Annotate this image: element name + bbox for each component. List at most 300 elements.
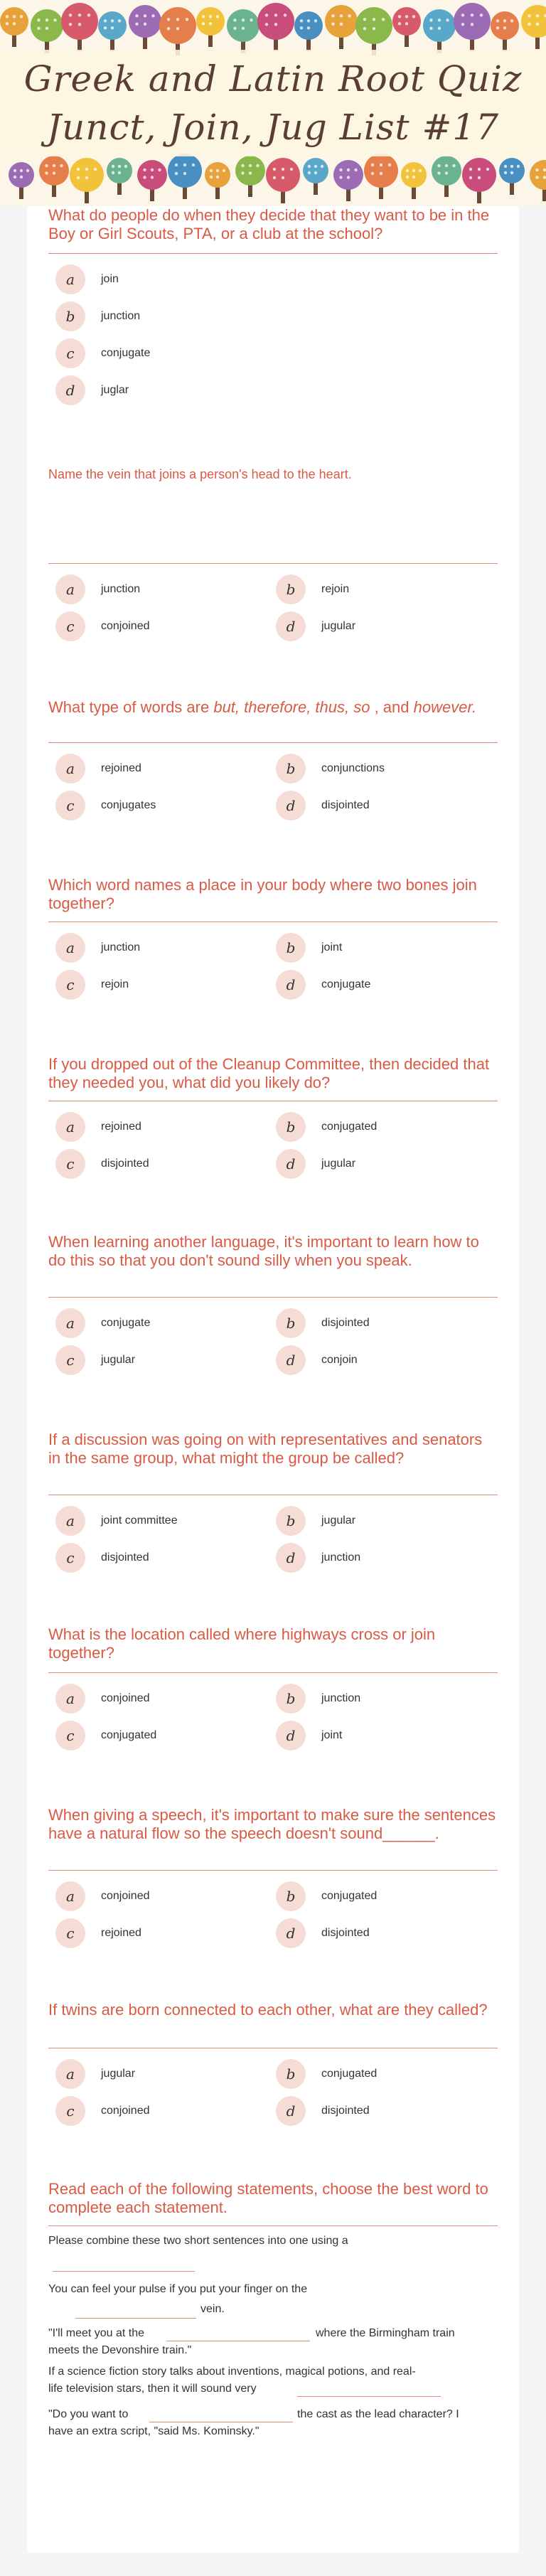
option-letter: d — [276, 1345, 306, 1375]
option-label: joint — [321, 941, 343, 953]
tree-dot — [419, 169, 422, 172]
tree-dot — [412, 15, 415, 18]
tree-dot — [143, 176, 146, 178]
fill-blank-2[interactable] — [75, 2318, 196, 2319]
option-letter: d — [276, 970, 306, 1000]
tree-dot — [183, 164, 186, 166]
tree-dot — [510, 19, 513, 22]
tree-bottom — [107, 158, 132, 183]
tree-dot — [535, 169, 538, 171]
option-letter: d — [276, 611, 306, 641]
tree-top — [257, 3, 294, 40]
option-c[interactable] — [55, 791, 156, 821]
tree-dot — [478, 176, 481, 179]
question-1 — [48, 206, 498, 243]
tree-dot — [45, 171, 48, 174]
question-9 — [48, 1806, 498, 1843]
tree-dot — [151, 169, 154, 171]
tree-dot — [250, 18, 252, 21]
tree-dot — [504, 165, 507, 168]
option-letter: b — [55, 301, 85, 331]
option-letter: d — [276, 2096, 306, 2126]
option-label: conjugated — [101, 1729, 157, 1741]
header-banner — [0, 0, 546, 206]
tree-dot — [216, 176, 219, 178]
option-b[interactable] — [276, 1684, 360, 1714]
tree-dot — [469, 176, 472, 179]
tree-dot — [151, 14, 154, 17]
option-c[interactable] — [55, 611, 150, 641]
tree-dot — [510, 165, 513, 168]
option-letter: c — [55, 1918, 85, 1948]
tree-dot — [249, 164, 252, 167]
question-text-italic: but, therefore, thus, so — [213, 698, 370, 716]
tree-dot — [176, 27, 179, 30]
tree-dot — [380, 172, 382, 175]
tree-dot — [528, 23, 530, 26]
option-letter: a — [55, 933, 85, 963]
option-letter: c — [55, 611, 85, 641]
tree-top — [98, 11, 127, 40]
tree-dot — [167, 27, 170, 30]
option-letter: a — [55, 1112, 85, 1142]
tree-dot — [446, 18, 449, 21]
question-divider — [48, 2225, 498, 2226]
fill-statement-5: "Do you want to — [48, 2408, 129, 2420]
tree-bottom — [401, 162, 427, 188]
tree-dot — [112, 165, 114, 168]
tree-dot — [373, 18, 375, 21]
option-label: conjoin — [321, 1354, 358, 1366]
option-letter: d — [55, 375, 85, 405]
option-letter: d — [276, 1918, 306, 1948]
option-label: conjoined — [101, 1890, 150, 1902]
tree-bottom — [364, 154, 398, 188]
tree-dot — [339, 169, 342, 171]
tree-dot — [363, 27, 366, 30]
tree-dot — [6, 22, 9, 25]
question-text: When giving a speech, it's important to make sure the sentences have a natural flow so the speech doesn't sound______. — [48, 1806, 496, 1842]
tree-dot — [461, 23, 464, 26]
page-subtitle: Junct, Join, Jug List #17 — [47, 107, 499, 148]
tree-dot — [503, 19, 506, 22]
tree-dot — [478, 168, 481, 171]
option-label: conjugates — [101, 799, 156, 811]
tree-dot — [112, 171, 114, 174]
tree-bottom — [9, 162, 34, 188]
option-letter: c — [55, 1149, 85, 1179]
option-label: rejoined — [101, 762, 141, 774]
tree-dot — [510, 171, 513, 174]
fill-heading: Read each of the following statements, choose the best word to complete each statement. — [48, 2180, 488, 2216]
tree-top — [521, 5, 546, 38]
option-label: conjoined — [101, 1692, 150, 1704]
option-c[interactable] — [55, 970, 129, 1000]
question-3 — [48, 698, 498, 717]
fill-statement-5b: the cast as the lead character? I — [297, 2408, 459, 2420]
tree-bottom — [462, 158, 496, 192]
tree-top — [196, 7, 225, 36]
option-letter: a — [55, 264, 85, 294]
tree-dot — [151, 176, 154, 178]
option-d[interactable] — [276, 1149, 355, 1179]
tree-dot — [45, 164, 48, 167]
tree-dot — [528, 14, 530, 17]
tree-dot — [118, 165, 121, 168]
option-a[interactable] — [55, 1881, 150, 1911]
tree-dot — [438, 18, 441, 21]
tree-dot — [37, 18, 40, 21]
tree-dot — [373, 27, 375, 30]
option-a[interactable] — [55, 1684, 150, 1714]
option-label: conjoined — [101, 2105, 150, 2117]
option-d[interactable] — [276, 791, 370, 821]
tree-dot — [461, 14, 464, 16]
tree-dot — [347, 176, 350, 178]
tree-dot — [535, 176, 538, 178]
tree-dot — [469, 168, 472, 171]
option-label: disjointed — [101, 1158, 149, 1170]
tree-dot — [167, 18, 170, 21]
tree-dot — [209, 15, 212, 18]
tree-dot — [340, 23, 343, 26]
tree-dot — [371, 172, 374, 175]
tree-bottom — [333, 160, 363, 190]
tree-dot — [118, 171, 121, 174]
option-b[interactable] — [276, 574, 349, 604]
tree-dot — [290, 168, 293, 171]
tree-dot — [20, 15, 23, 18]
option-letter: a — [55, 2059, 85, 2089]
tree-dot — [14, 176, 16, 178]
option-letter: b — [276, 1881, 306, 1911]
option-b[interactable] — [276, 2059, 377, 2089]
option-label: disjointed — [321, 1927, 370, 1939]
option-d[interactable] — [276, 1543, 360, 1573]
option-label: jugular — [321, 620, 356, 632]
option-label: conjugate — [101, 1317, 151, 1329]
option-c[interactable] — [55, 338, 150, 368]
option-c[interactable] — [55, 1345, 135, 1375]
tree-dot — [241, 171, 244, 174]
tree-dot — [175, 172, 178, 175]
option-b[interactable] — [276, 1881, 377, 1911]
tree-top — [355, 7, 392, 44]
tree-dot — [536, 23, 539, 26]
tree-dot — [471, 14, 473, 16]
tree-dot — [363, 18, 366, 21]
tree-dot — [183, 172, 186, 175]
option-c[interactable] — [55, 2096, 150, 2126]
option-letter: c — [55, 1543, 85, 1573]
option-label: junction — [321, 1551, 361, 1564]
option-letter: d — [276, 1721, 306, 1751]
tree-dot — [398, 22, 401, 25]
option-letter: b — [276, 1684, 306, 1714]
option-a[interactable] — [55, 1308, 150, 1338]
option-letter: c — [55, 791, 85, 821]
tree-dot — [20, 176, 23, 178]
tree-dot — [13, 15, 16, 18]
tree-dot — [480, 14, 483, 16]
tree-dot — [307, 19, 310, 22]
tree-dot — [274, 14, 277, 16]
tree-dot — [87, 14, 90, 16]
option-label: rejoin — [101, 978, 129, 990]
tree-dot — [85, 176, 88, 179]
tree-dot — [273, 176, 276, 179]
tree-dot — [308, 165, 311, 168]
tree-dot — [543, 169, 546, 171]
tree-dot — [256, 164, 259, 167]
tree-dot — [406, 169, 409, 172]
option-d[interactable] — [276, 611, 355, 641]
option-label: disjointed — [321, 1317, 370, 1329]
tree-dot — [175, 164, 178, 166]
option-d[interactable] — [276, 2096, 370, 2126]
tree-dot — [496, 19, 499, 22]
tree-dot — [202, 22, 205, 25]
tree-top — [325, 5, 358, 38]
tree-dot — [274, 23, 277, 26]
tree-dot — [543, 176, 546, 178]
option-label: conjugate — [101, 347, 151, 359]
option-label: rejoined — [101, 1121, 141, 1133]
tree-top — [423, 9, 456, 42]
option-label: joint committee — [101, 1514, 178, 1527]
option-label: disjointed — [321, 799, 370, 811]
fill-blank-4[interactable] — [297, 2396, 441, 2397]
option-letter: a — [55, 1506, 85, 1536]
option-c[interactable] — [55, 1543, 149, 1573]
question-text: What do people do when they decide that they want to be in the Boy or Girl Scouts, PTA, or a club at the school? — [48, 206, 490, 242]
option-d[interactable] — [55, 375, 129, 405]
option-letter: b — [276, 1506, 306, 1536]
option-b[interactable] — [276, 933, 342, 963]
question-7 — [48, 1431, 498, 1468]
tree-bottom — [432, 156, 461, 186]
option-b[interactable] — [276, 754, 385, 784]
tree-dot — [37, 27, 40, 30]
option-letter: c — [55, 1721, 85, 1751]
tree-dot — [388, 164, 391, 166]
option-letter: a — [55, 1308, 85, 1338]
tree-dot — [144, 23, 146, 26]
question-text: Which word names a place in your body where two bones join together? — [48, 876, 477, 912]
option-label: conjoined — [101, 620, 150, 632]
fill-statement-3c: meets the Devonshire train." — [48, 2344, 192, 2356]
question-8 — [48, 1625, 498, 1662]
tree-dot — [192, 164, 195, 166]
page-title: Greek and Latin Root Quiz — [23, 58, 523, 100]
tree-dot — [210, 169, 213, 172]
tree-dot — [321, 165, 323, 168]
tree-dot — [176, 18, 179, 21]
tree-bottom — [137, 160, 167, 190]
tree-dot — [348, 14, 350, 17]
tree-dot — [242, 27, 245, 30]
tree-dot — [118, 19, 121, 22]
question-divider — [48, 563, 498, 564]
tree-dot — [331, 23, 334, 26]
fill-statement-2: You can feel your pulse if you put your finger on the — [48, 2283, 308, 2295]
option-a[interactable] — [55, 933, 140, 963]
option-label: conjunctions — [321, 762, 385, 774]
tree-dot — [380, 164, 382, 166]
tree-dot — [216, 15, 219, 18]
option-c[interactable] — [55, 1149, 149, 1179]
tree-dot — [517, 165, 520, 168]
tree-bottom — [530, 160, 546, 190]
tree-dot — [437, 164, 440, 167]
question-2 — [48, 466, 498, 482]
tree-dot — [354, 169, 357, 171]
tree-dot — [242, 18, 245, 21]
option-a[interactable] — [55, 2059, 135, 2089]
tree-top — [0, 7, 28, 36]
question-divider — [48, 1297, 498, 1298]
tree-top — [454, 3, 491, 40]
option-c[interactable] — [55, 1918, 141, 1948]
tree-dot — [13, 22, 16, 25]
option-label: junction — [101, 310, 141, 322]
option-letter: d — [276, 791, 306, 821]
tree-dot — [69, 14, 72, 16]
option-letter: b — [276, 2059, 306, 2089]
tree-dot — [412, 169, 415, 172]
option-a[interactable] — [55, 1112, 141, 1142]
option-label: join — [101, 273, 119, 285]
tree-dot — [405, 22, 408, 25]
option-a[interactable] — [55, 1506, 178, 1536]
tree-dot — [496, 26, 499, 29]
option-letter: b — [276, 754, 306, 784]
option-letter: d — [276, 1543, 306, 1573]
tree-dot — [412, 176, 415, 178]
tree-dot — [398, 15, 401, 18]
tree-dot — [314, 165, 317, 168]
tree-dot — [210, 176, 213, 178]
tree-dot — [20, 169, 23, 172]
tree-top — [392, 7, 421, 36]
option-b[interactable] — [276, 1112, 377, 1142]
tree-dot — [429, 18, 432, 21]
tree-dot — [46, 27, 48, 30]
option-b[interactable] — [276, 1506, 355, 1536]
option-a[interactable] — [55, 264, 119, 294]
question-text-italic: however. — [413, 698, 477, 716]
option-b[interactable] — [276, 1308, 370, 1338]
fill-blank-1[interactable] — [53, 2271, 195, 2272]
tree-dot — [452, 164, 455, 167]
option-letter: a — [55, 574, 85, 604]
option-b[interactable] — [55, 301, 140, 331]
tree-bottom — [266, 158, 300, 192]
tree-dot — [347, 169, 350, 171]
option-label: conjugate — [321, 978, 371, 990]
tree-dot — [429, 27, 432, 30]
question-text: When learning another language, it's important to learn how to do this so that you don't sound silly when you speak. — [48, 1233, 479, 1269]
tree-dot — [6, 15, 9, 18]
tree-dot — [340, 14, 343, 17]
tree-dot — [486, 168, 489, 171]
tree-dot — [77, 168, 80, 171]
tree-dot — [307, 26, 310, 29]
tree-dot — [69, 23, 72, 26]
question-text-part: What type of words are — [48, 698, 214, 716]
option-letter: c — [55, 1345, 85, 1375]
question-4 — [48, 876, 498, 913]
tree-top — [31, 9, 63, 42]
tree-dot — [249, 171, 252, 174]
tree-dot — [135, 23, 138, 26]
question-text: If you dropped out of the Cleanup Committee, then decided that they needed you, what did you likely do? — [48, 1055, 490, 1091]
question-divider — [48, 1870, 498, 1871]
tree-bottom — [303, 158, 328, 183]
tree-dot — [53, 18, 56, 21]
tree-dot — [241, 164, 244, 167]
tree-dot — [53, 171, 55, 174]
option-label: conjugated — [321, 2068, 378, 2080]
option-label: jugular — [321, 1158, 356, 1170]
tree-top — [227, 9, 259, 42]
option-letter: c — [55, 338, 85, 368]
tree-bottom — [70, 158, 104, 192]
option-letter: b — [276, 933, 306, 963]
option-letter: a — [55, 1881, 85, 1911]
title-box — [0, 50, 546, 156]
tree-dot — [111, 19, 114, 22]
option-label: jugular — [321, 1514, 356, 1527]
option-d[interactable] — [276, 1345, 358, 1375]
fill-statement-2b: vein. — [200, 2303, 225, 2315]
option-d[interactable] — [276, 1918, 370, 1948]
option-a[interactable] — [55, 574, 140, 604]
option-label: joint — [321, 1729, 343, 1741]
option-c[interactable] — [55, 1721, 156, 1751]
tree-dot — [46, 18, 48, 21]
option-label: jugular — [101, 2068, 136, 2080]
tree-dot — [503, 26, 506, 29]
tree-dot — [504, 171, 507, 174]
question-text: What is the location called where highways cross or join together? — [48, 1625, 436, 1662]
tree-top — [61, 3, 98, 40]
tree-dot — [273, 168, 276, 171]
option-a[interactable] — [55, 754, 141, 784]
tree-dot — [382, 18, 385, 21]
tree-dot — [233, 27, 236, 30]
option-letter: b — [276, 1112, 306, 1142]
question-divider — [48, 921, 498, 922]
option-d[interactable] — [276, 970, 370, 1000]
tree-dot — [77, 176, 80, 179]
tree-dot — [104, 26, 107, 29]
option-label: conjugated — [321, 1121, 378, 1133]
option-label: conjugated — [321, 1890, 378, 1902]
tree-dot — [265, 23, 268, 26]
option-label: juglar — [101, 384, 129, 396]
tree-bottom — [168, 154, 202, 188]
tree-dot — [265, 14, 268, 16]
question-divider — [48, 1672, 498, 1673]
question-10 — [48, 2001, 498, 2019]
option-label: junction — [101, 941, 141, 953]
tree-dot — [445, 164, 448, 167]
tree-dot — [536, 14, 539, 17]
tree-dot — [104, 19, 107, 22]
tree-dot — [124, 165, 127, 168]
option-d[interactable] — [276, 1721, 342, 1751]
